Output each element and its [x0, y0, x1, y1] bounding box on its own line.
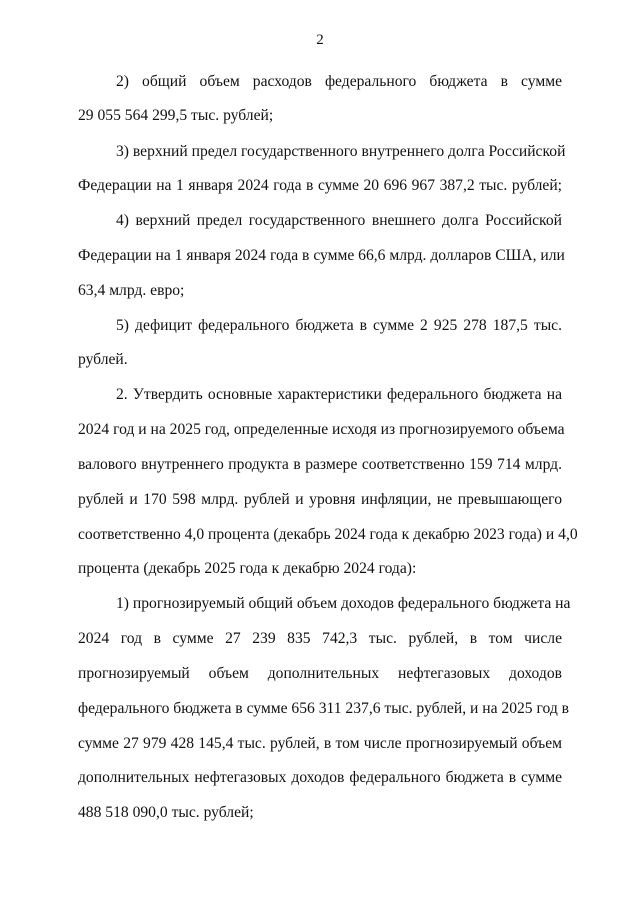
paragraph-line: 2024 год и на 2025 год, определенные исходя из прогнозируемого объема — [78, 421, 565, 438]
paragraph-line: 1) прогнозируемый общий объем доходов федерального бюджета на — [116, 595, 571, 612]
paragraph-line: 63,4 млрд. евро; — [78, 282, 185, 299]
paragraph-line: Федерации на 1 января 2024 года в сумме 66,6 млрд. долларов США, или — [78, 247, 565, 264]
paragraph-line: рублей и 170 598 млрд. рублей и уровня инфляции, не превышающего — [78, 491, 562, 508]
page-number: 2 — [316, 32, 324, 48]
paragraph-line: 5) дефицит федерального бюджета в сумме 2 925 278 187,5 тыс. — [116, 317, 562, 334]
paragraph-line: 488 518 090,0 тыс. рублей; — [78, 804, 254, 821]
paragraph-line: рублей. — [78, 351, 128, 368]
paragraph-line: прогнозируемый объем дополнительных нефтегазовых доходов — [78, 665, 562, 682]
paragraph-line: 4) верхний предел государственного внешнего долга Российской — [116, 212, 562, 229]
paragraph-line: соответственно 4,0 процента (декабрь 2024 года к декабрю 2023 года) и 4,0 — [78, 526, 578, 543]
paragraph-line: 3) верхний предел государственного внутреннего долга Российской — [116, 143, 566, 160]
paragraph-line: Федерации на 1 января 2024 года в сумме 20 696 967 387,2 тыс. рублей; — [78, 177, 562, 194]
paragraph-line: 2) общий объем расходов федерального бюджета в сумме — [116, 73, 562, 90]
paragraph-line: валового внутреннего продукта в размере соответственно 159 714 млрд. — [78, 456, 562, 473]
paragraph-line: 2. Утвердить основные характеристики федерального бюджета на — [116, 386, 562, 403]
paragraph-line: процента (декабрь 2025 года к декабрю 2024 года): — [78, 560, 417, 577]
paragraph-line: федерального бюджета в сумме 656 311 237,6 тыс. рублей, и на 2025 год в — [78, 700, 570, 717]
paragraph-line: сумме 27 979 428 145,4 тыс. рублей, в том числе прогнозируемый объем — [78, 735, 562, 752]
paragraph-line: 2024 год в сумме 27 239 835 742,3 тыс. рублей, в том числе — [78, 630, 562, 647]
paragraph-line: 29 055 564 299,5 тыс. рублей; — [78, 107, 274, 124]
paragraph-line: дополнительных нефтегазовых доходов федерального бюджета в сумме — [78, 769, 562, 786]
